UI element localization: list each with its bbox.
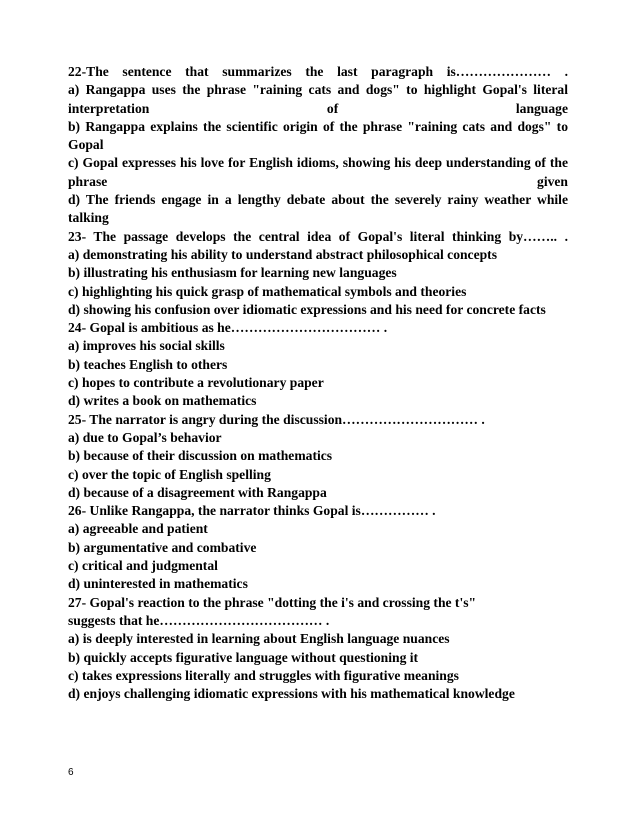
question-23-option-b: b) illustrating his enthusiasm for learning new languages — [68, 265, 397, 281]
question-23-option-c: c) highlighting his quick grasp of mathematical symbols and theories — [68, 283, 467, 299]
question-26-option-b: b) argumentative and combative — [68, 539, 257, 555]
page-number: 6 — [68, 767, 74, 778]
question-23-option-a: a) demonstrating his ability to understand abstract philosophical concepts — [68, 246, 497, 262]
question-25-stem: 25- The narrator is angry during the discussion………………………… . — [68, 411, 485, 427]
question-24-option-d: d) writes a book on mathematics — [68, 393, 257, 409]
question-22-option-a: a) Rangappa uses the phrase "raining cats and dogs" to highlight Gopal's literal interpretation of language — [68, 82, 568, 116]
question-26-stem: 26- Unlike Rangappa, the narrator thinks Gopal is…………… . — [68, 503, 436, 519]
question-25-option-d: d) because of a disagreement with Rangappa — [68, 484, 327, 500]
question-26-option-c: c) critical and judgmental — [68, 558, 218, 574]
question-26-option-a: a) agreeable and patient — [68, 521, 208, 537]
question-25-option-b: b) because of their discussion on mathematics — [68, 448, 333, 464]
question-25-option-c: c) over the topic of English spelling — [68, 466, 271, 482]
question-25-option-a: a) due to Gopal’s behavior — [68, 429, 222, 445]
question-27-option-d: d) enjoys challenging idiomatic expressions with his mathematical knowledge — [68, 686, 515, 702]
question-27-option-c: c) takes expressions literally and struggles with figurative meanings — [68, 667, 459, 683]
question-23-stem: 23- The passage develops the central idea of Gopal's literal thinking by…….. . — [68, 228, 568, 244]
question-27-stem-line-2: suggests that he……………………………… . — [68, 612, 330, 628]
question-27-option-a: a) is deeply interested in learning about English language nuances — [68, 631, 450, 647]
question-27-option-b: b) quickly accepts figurative language without questioning it — [68, 649, 419, 665]
question-27-stem-line-1: 27- Gopal's reaction to the phrase "dotting the i's and crossing the t's" — [68, 594, 477, 610]
question-22-stem: 22-The sentence that summarizes the last paragraph is………………… . — [68, 64, 568, 79]
question-24-stem: 24- Gopal is ambitious as he…………………………… . — [68, 320, 388, 336]
question-26-option-d: d) uninterested in mathematics — [68, 576, 248, 592]
question-24-option-a: a) improves his social skills — [68, 338, 225, 354]
question-sheet — [68, 63, 568, 703]
question-24-option-b: b) teaches English to others — [68, 356, 228, 372]
question-23-option-d: d) showing his confusion over idiomatic expressions and his need for concrete facts — [68, 301, 546, 317]
question-22-option-b: b) Rangappa explains the scientific origin of the phrase "raining cats and dogs" to Gopal — [68, 118, 568, 153]
question-22-option-d: d) The friends engage in a lengthy debate about the severely rainy weather while talking — [68, 192, 568, 226]
question-22-option-c: c) Gopal expresses his love for English idioms, showing his deep understanding of the phrase given — [68, 155, 568, 189]
question-24-option-c: c) hopes to contribute a revolutionary paper — [68, 375, 324, 391]
